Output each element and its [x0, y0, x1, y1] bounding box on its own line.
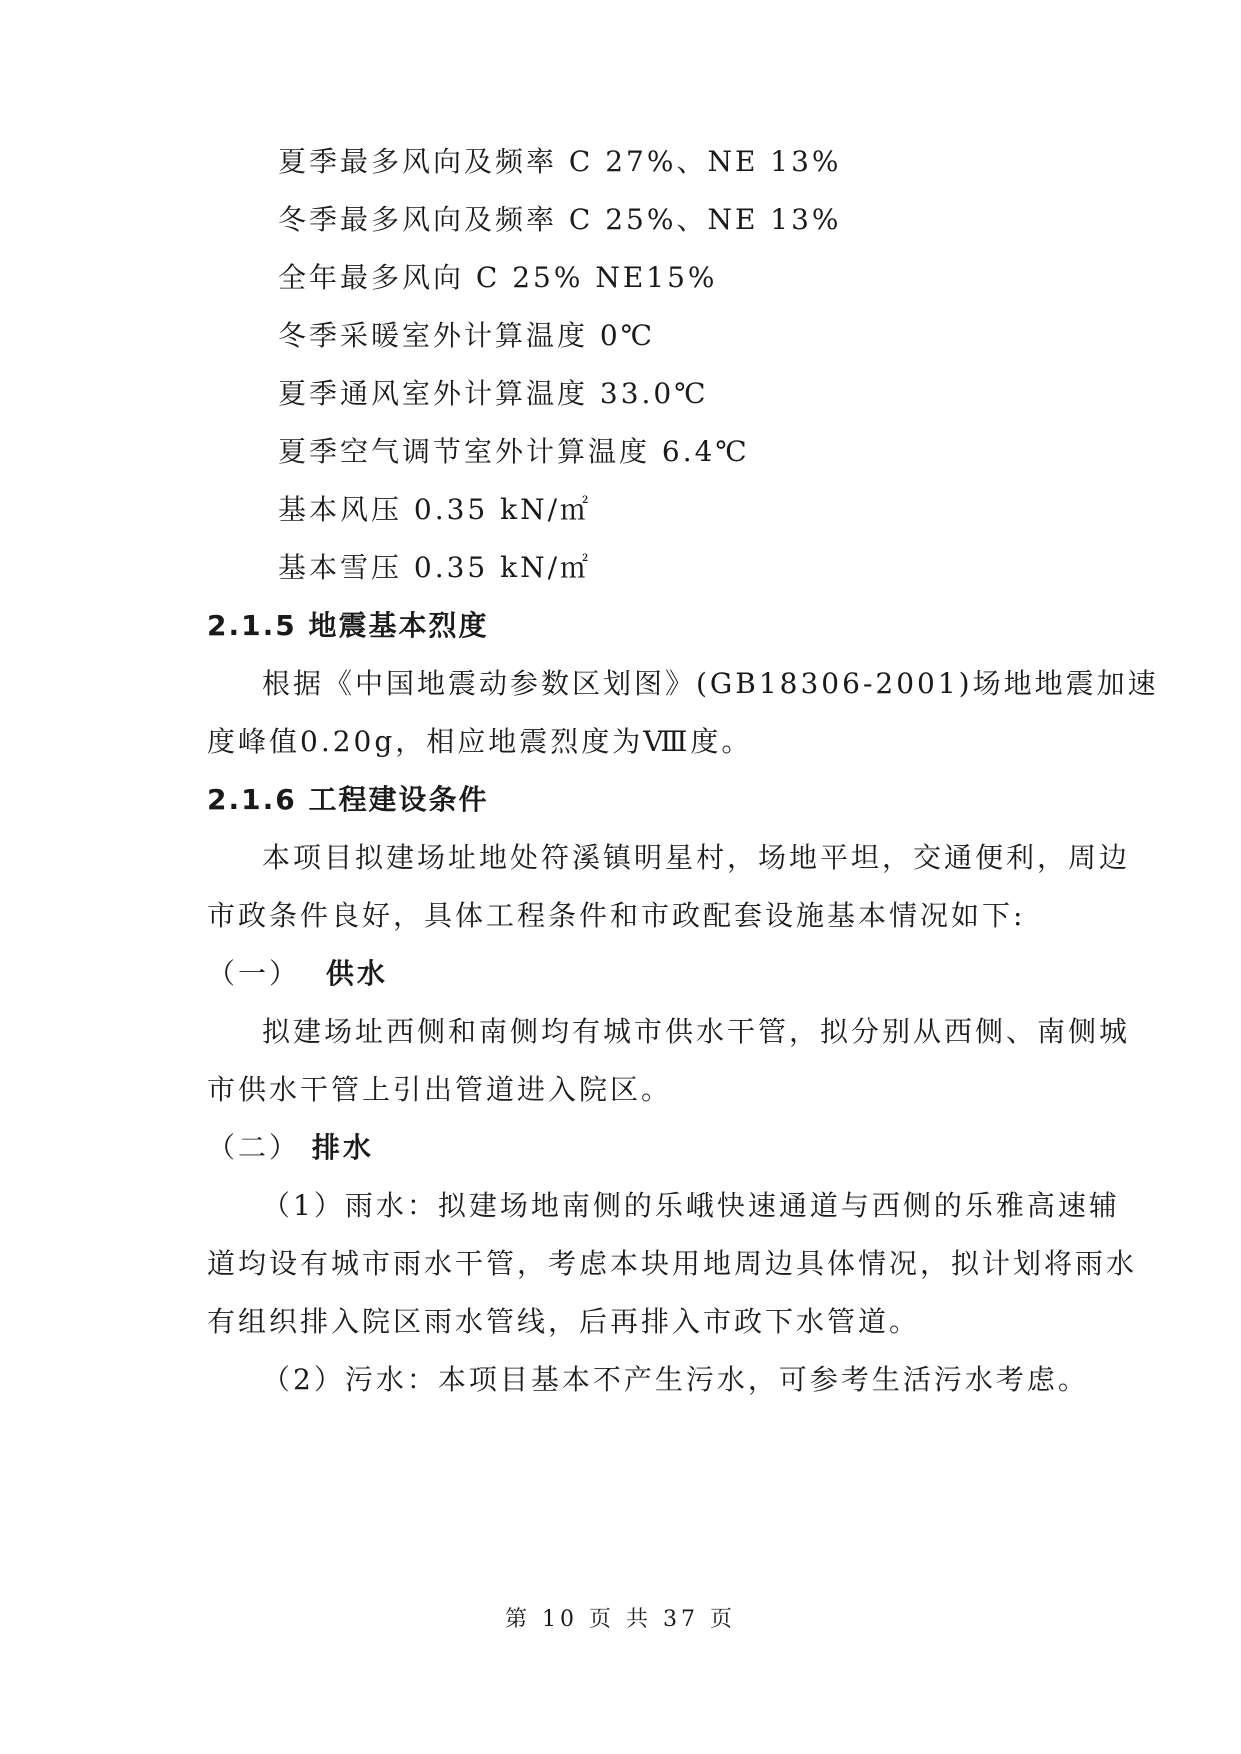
section-heading-seismic: 2.1.5 地震基本烈度 [207, 609, 489, 642]
climate-item-wind-pressure: 基本风压 0.35 kN/㎡ [278, 493, 592, 526]
seismic-paragraph-line-1: 根据《中国地震动参数区划图》(GB18306-2001)场地地震加速 [262, 667, 1159, 700]
drainage-sewage-line: （2）污水：本项目基本不产生污水，可参考生活污水考虑。 [262, 1363, 1089, 1396]
page-number-footer: 第 10 页 共 37 页 [505, 1607, 736, 1632]
seismic-paragraph-line-2: 度峰值0.20g，相应地震烈度为Ⅷ度。 [207, 725, 753, 758]
subheading-water-supply-title: 供水 [325, 957, 388, 990]
climate-item-annual-wind: 全年最多风向 C 25% NE15% [278, 261, 718, 294]
subheading-water-supply-number: （一） [207, 957, 301, 990]
subheading-drainage-title: 排水 [311, 1131, 374, 1164]
construction-intro-line-1: 本项目拟建场址地处符溪镇明星村，场地平坦，交通便利，周边 [262, 841, 1131, 874]
climate-item-winter-wind: 冬季最多风向及频率 C 25%、NE 13% [278, 203, 842, 236]
drainage-rain-line-2: 道均设有城市雨水干管，考虑本块用地周边具体情况，拟计划将雨水 [207, 1247, 1138, 1280]
subheading-drainage-number: （二） [207, 1131, 301, 1164]
water-supply-line-1: 拟建场址西侧和南侧均有城市供水干管，拟分别从西侧、南侧城 [262, 1015, 1131, 1048]
subheading-drainage [207, 1128, 374, 1168]
climate-item-winter-heating-temp: 冬季采暖室外计算温度 0℃ [278, 319, 656, 352]
climate-item-summer-ac-temp: 夏季空气调节室外计算温度 6.4℃ [278, 435, 750, 468]
construction-intro-line-2: 市政条件良好，具体工程条件和市政配套设施基本情况如下: [207, 899, 1026, 932]
climate-item-snow-pressure: 基本雪压 0.35 kN/㎡ [278, 551, 592, 584]
climate-item-summer-wind: 夏季最多风向及频率 C 27%、NE 13% [278, 145, 842, 178]
drainage-rain-line-3: 有组织排入院区雨水管线，后再排入市政下水管道。 [207, 1305, 921, 1338]
water-supply-line-2: 市供水干管上引出管道进入院区。 [207, 1073, 673, 1106]
climate-item-summer-ventilation-temp: 夏季通风室外计算温度 33.0℃ [278, 377, 709, 410]
subheading-water-supply [207, 954, 388, 994]
section-heading-construction-conditions: 2.1.6 工程建设条件 [207, 783, 489, 816]
drainage-rain-line-1: （1）雨水：拟建场地南侧的乐峨快速通道与西侧的乐雅高速辅 [262, 1189, 1120, 1222]
